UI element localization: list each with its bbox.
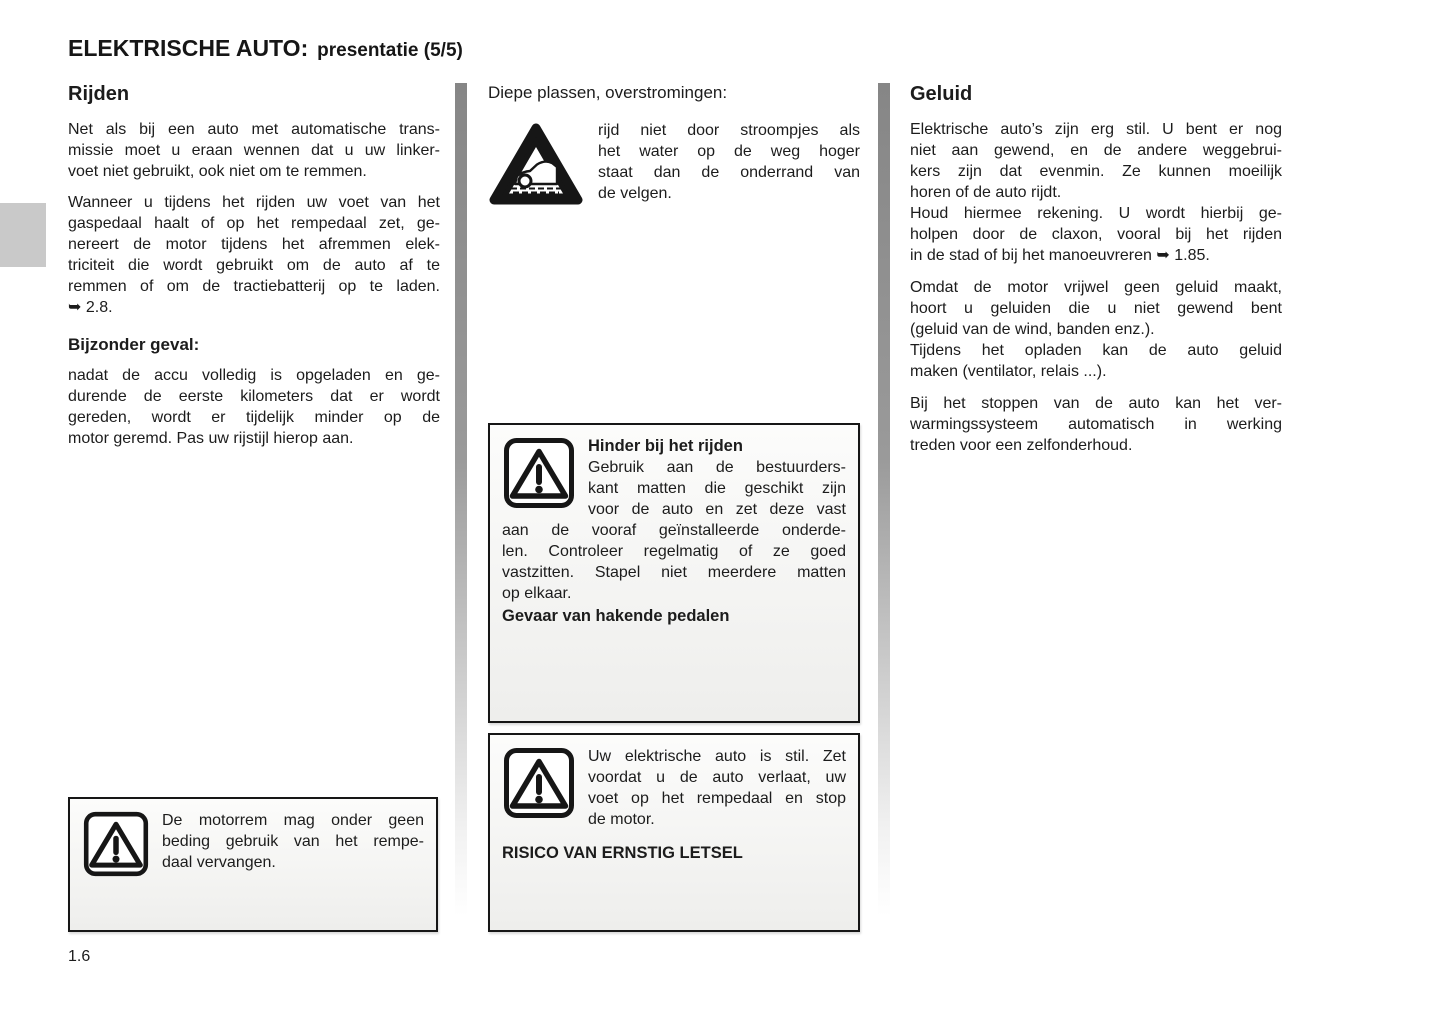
text-line: voet niet gebruikt, ook niet om te remmen. bbox=[68, 163, 367, 180]
text-line: motor geremd. Pas uw rijstijl hierop aan. bbox=[68, 430, 354, 447]
warning-box-motorrem bbox=[68, 797, 438, 932]
text-line: voor de auto en zet deze vast bbox=[588, 501, 846, 518]
text-line: vastzitten. Stapel niet meerdere matten bbox=[502, 564, 846, 581]
paragraph bbox=[68, 365, 440, 449]
paragraph bbox=[68, 192, 440, 318]
text-line: voet op het rempedaal en stop bbox=[588, 790, 846, 807]
section-tab-marker bbox=[0, 203, 46, 267]
text-line: kers zijn dat evenmin. Ze kunnen moeilijk bbox=[910, 163, 1282, 180]
text-line: Uw elektrische auto is stil. Zet bbox=[588, 748, 846, 765]
text-line: de motor. bbox=[588, 811, 655, 828]
text-line: warmingssysteem automatisch in werking bbox=[910, 416, 1282, 433]
text-line: triciteit die wordt gebruikt om de auto af te bbox=[68, 257, 440, 274]
warning-title: Hinder bij het rijden bbox=[588, 437, 743, 455]
section-heading-geluid: Geluid bbox=[910, 83, 973, 105]
text-line: maken (ventilator, relais ...). bbox=[910, 363, 1107, 380]
column-rijden bbox=[68, 83, 440, 459]
text-line: daal vervangen. bbox=[162, 854, 276, 871]
text-line: durende de eerste kilometers dat er wordt bbox=[68, 388, 440, 405]
text-line: op elkaar. bbox=[502, 585, 572, 602]
text-line: aan de vooraf geïnstalleerde onderde- bbox=[502, 522, 846, 539]
text-line: De motorrem mag onder geen bbox=[162, 812, 424, 829]
page-title-sub: presentatie (5/5) bbox=[317, 40, 463, 61]
page-number: 1.6 bbox=[68, 948, 91, 965]
page-title bbox=[68, 27, 463, 64]
text-line: het water op de weg hoger bbox=[598, 143, 860, 160]
section-heading-diepe-plassen: Diepe plassen, overstromingen: bbox=[488, 83, 728, 102]
text-line: rijd niet door stroompjes als bbox=[598, 122, 860, 139]
page-title-main: ELEKTRISCHE AUTO: bbox=[68, 35, 309, 61]
paragraph bbox=[910, 119, 1282, 266]
text-line: gaspedaal haalt of op het rempedaal zet, ge- bbox=[68, 215, 440, 232]
text-line: Bij het stoppen van de auto kan het ver- bbox=[910, 395, 1282, 412]
column-divider bbox=[455, 83, 467, 916]
text-line: Elektrische auto’s zijn erg stil. U bent er nog bbox=[910, 121, 1282, 138]
paragraph bbox=[910, 393, 1282, 456]
text-line: niet aan gewend, en de andere weggebrui- bbox=[910, 142, 1282, 159]
text-line: Net als bij een auto met automatische trans- bbox=[68, 121, 440, 138]
text-line: remmen of om de tractiebatterij op te laden. bbox=[68, 278, 440, 295]
paragraph bbox=[910, 277, 1282, 382]
warning-footer: Gevaar van hakende pedalen bbox=[502, 607, 730, 625]
text-line: hoort u geluiden die u niet gewend bent bbox=[910, 300, 1282, 317]
text-line: horen of de auto rijdt. bbox=[910, 184, 1062, 201]
subheading-bijzonder-geval: Bijzonder geval: bbox=[68, 335, 200, 354]
warning-box-hinder-bij-rijden bbox=[488, 423, 860, 723]
text-line: kant matten die geschikt zijn bbox=[588, 480, 846, 497]
text-line: Omdat de motor vrijwel geen geluid maakt, bbox=[910, 279, 1282, 296]
text-line: treden voor een zelfonderhoud. bbox=[910, 437, 1133, 454]
text-line: de velgen. bbox=[598, 185, 672, 202]
text-line: Tijdens het opladen kan de auto geluid bbox=[910, 342, 1282, 359]
text-line: (geluid van de wind, banden enz.). bbox=[910, 321, 1155, 338]
text-line: Wanneer u tijdens het rijden uw voet van het bbox=[68, 194, 440, 211]
column-diepe-plassen bbox=[488, 83, 860, 212]
warning-box-risico-letsel bbox=[488, 733, 860, 932]
text-line: beding gebruik van het rempe- bbox=[162, 833, 424, 850]
text-line: nadat de accu volledig is opgeladen en ge- bbox=[68, 367, 440, 384]
text-line: nereert de motor tijdens het afremmen elek- bbox=[68, 236, 440, 253]
warning-footer: RISICO VAN ERNSTIG LETSEL bbox=[502, 844, 743, 862]
section-heading-rijden: Rijden bbox=[68, 83, 130, 105]
text-line: voordat u de auto verlaat, uw bbox=[588, 769, 846, 786]
column-geluid bbox=[910, 83, 1282, 466]
warning-triangle-icon bbox=[503, 747, 575, 819]
text-line: gereden, wordt er tijdelijk minder op de bbox=[68, 409, 440, 426]
paragraph bbox=[68, 119, 440, 182]
text-line: Houd hiermee rekening. U wordt hierbij ge- bbox=[910, 205, 1282, 222]
text-line: missie moet u eraan wennen dat u uw linker- bbox=[68, 142, 440, 159]
text-line: len. Controleer regelmatig of ze goed bbox=[502, 543, 846, 560]
text-line: in de stad of bij het manoeuvreren ➥ 1.85. bbox=[910, 247, 1210, 264]
warning-triangle-icon bbox=[503, 437, 575, 509]
text-line: staat dan de onderrand van bbox=[598, 164, 860, 181]
warning-triangle-icon bbox=[83, 811, 149, 877]
text-line: holpen door de claxon, vooral bij het rijden bbox=[910, 226, 1282, 243]
text-line: Gebruik aan de bestuurders- bbox=[588, 459, 846, 476]
flood-warning-block bbox=[488, 120, 860, 204]
text-line: ➥ 2.8. bbox=[68, 299, 113, 316]
flooded-road-icon bbox=[488, 120, 584, 208]
column-divider bbox=[878, 83, 890, 916]
